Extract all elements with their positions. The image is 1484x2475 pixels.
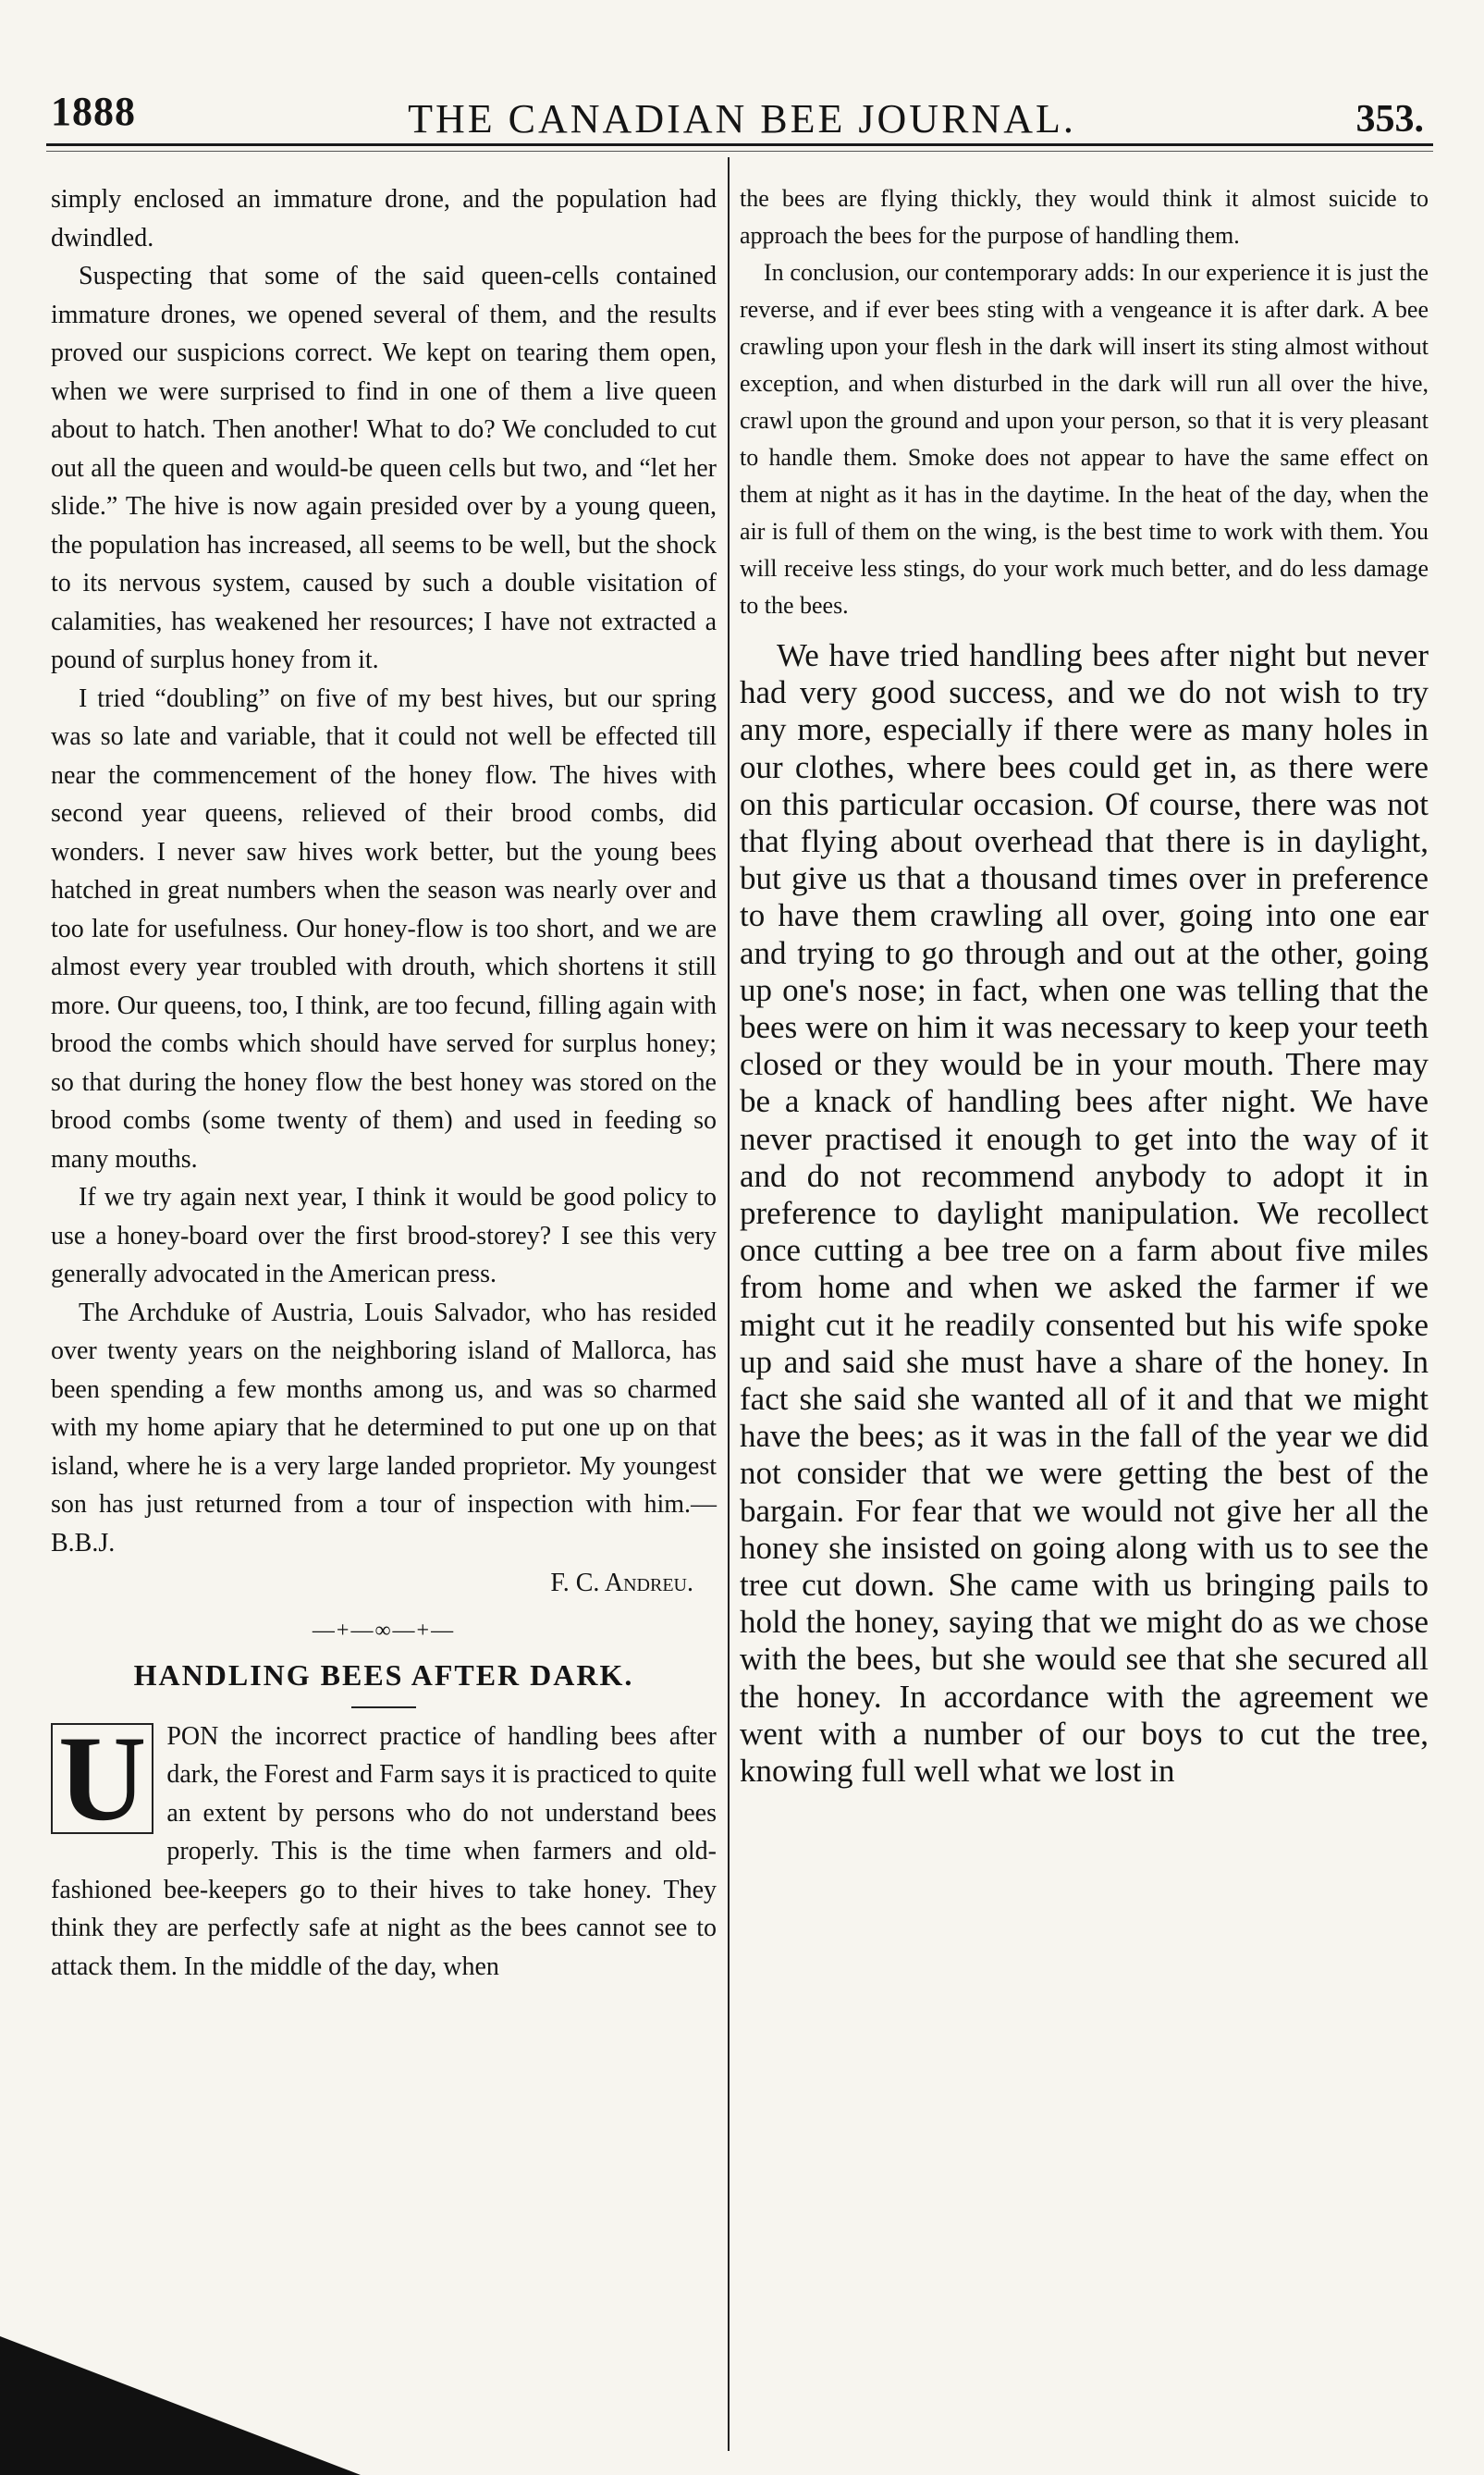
paragraph: The Archduke of Austria, Louis Salvador, who has resided over twenty years on the neighboring island of Mallorca, has been spending a few months among us, and was so charmed with my home apiary that he determined to put one up on that island, where he is a very large landed proprietor. My youngest son has just returned from a tour of inspection with him.—B.B.J. — [51, 1298, 717, 1558]
quote-paragraph: In conclusion, our contemporary adds: In our experience it is just the reverse, and if ever bees sting with a vengeance it is after dark. A bee crawling upon your flesh in the dark will insert its sting almost without exception, and when disturbed in the dark will run all over the hive, crawl upon the ground and upon your person, so that it is very pleasant to handle them. Smoke does not appear to have the same effect on them at night as it has in the daytime. In the heat of the day, when the air is full of them on the wing, is the best time to work with them. You will receive less stings, do your work much better, and do less damage to the bees. — [740, 259, 1429, 619]
quoted-passage — [740, 180, 1429, 624]
article-author: F. C. Andreu. — [550, 1569, 693, 1597]
paragraph: Suspecting that some of the said queen-cells contained immature drones, we opened several of them, and the results proved our suspicions correct. We kept on tearing them open, when we were surprised to find in one of them a live queen about to hatch. Then another! What to do? We concluded to cut out all the queen and would-be queen cells but two, and “let her slide.” The hive is now again presided over by a young queen, the population has increased, all seems to be well, but the shock to its nervous system, caused by such a double visitation of calamities, has weakened her resources; I have not extracted a pound of surplus honey from it. — [51, 262, 717, 674]
column-divider — [728, 157, 730, 2451]
section-heading: HANDLING BEES AFTER DARK. — [133, 1657, 634, 1692]
editorial-paragraph: We have tried handling bees after night but never had very good success, and we do not wish to try any more, especially if there were as many holes in our clothes, where bees could get in, as there were on this particular occasion. Of course, there was not that flying about overhead that there is in daylight, but give us that a thousand times over in preference to have them crawling all over, going into one ear and trying to go through and out at the other, going up one's nose; in fact, when one was telling that the bees were on him it was necessary to keep your teeth closed or they would be in your mouth. There may be a knack of handling bees after night. We have never practised it enough to get into the way of it and do not recommend anybody to adopt it in preference to daylight manipulation. We recollect once cutting a bee tree on a farm about five miles from home and when we asked the farmer if we might cut it he readily consented but his wife spoke up and said she must have a share of the honey. In fact she said she wanted all of it and that we might have the bees; as it was in the fall of the year we did not consider that we were getting the best of the bargain. For fear that we would not give her all the honey she insisted on going along with us to see the tree cut down. She came with us bringing pails to hold the honey, saying that we might do as we chose with the bees, but she would see that she secured all the honey. In accordance with the agreement we went with a number of our boys to cut the tree, knowing full well what we lost in — [740, 637, 1429, 1790]
header-year: 1888 — [51, 89, 136, 134]
paragraph: simply enclosed an immature drone, and the population had dwindled. — [51, 185, 717, 252]
section-ornament: —+—∞—+— — [312, 1618, 456, 1643]
section-first-paragraph-text: PON the incorrect practice of handling bees after dark, the Forest and Farm says it is practiced to quite an extent by persons who do not understand bees properly. This is the time when farmers and old-fashioned bee-keepers go to their hives to take honey. They think they are perfectly safe at night as the bees cannot see to attack them. In the middle of the day, when — [51, 1721, 717, 1981]
left-column — [51, 180, 717, 1986]
drop-cap-letter: U — [51, 1723, 153, 1834]
section-first-paragraph — [51, 1709, 717, 1987]
page-corner-shadow — [0, 2336, 361, 2475]
editorial-passage — [740, 637, 1429, 1790]
paragraph: If we try again next year, I think it would be good policy to use a honey-board over the first brood-storey? I see this very generally advocated in the American press. — [51, 1183, 717, 1288]
journal-title: THE CANADIAN BEE JOURNAL. — [408, 96, 1076, 142]
right-column — [740, 180, 1429, 1790]
header-rule-thin — [46, 151, 1433, 152]
header-rule — [46, 143, 1433, 146]
paragraph: I tried “doubling” on five of my best hives, but our spring was so late and variable, that it could not well be effected till near the commencement of the honey flow. The hives with second year queens, relieved of their brood combs, did wonders. I never saw hives work better, but the young bees hatched in great numbers when the season was nearly over and too late for usefulness. Our honey-flow is too short, and we are almost every year troubled with drouth, which shortens it still more. Our queens, too, I think, are too fecund, filling again with brood the combs which should have served for surplus honey; so that during the honey flow the best honey was stored on the brood combs (some twenty of them) and used in feeding so many mouths. — [51, 683, 717, 1174]
heading-rule — [351, 1706, 416, 1708]
page-number: 353. — [1355, 98, 1424, 141]
quote-paragraph: the bees are flying thickly, they would think it almost suicide to approach the bees for the purpose of handling them. — [740, 185, 1429, 249]
